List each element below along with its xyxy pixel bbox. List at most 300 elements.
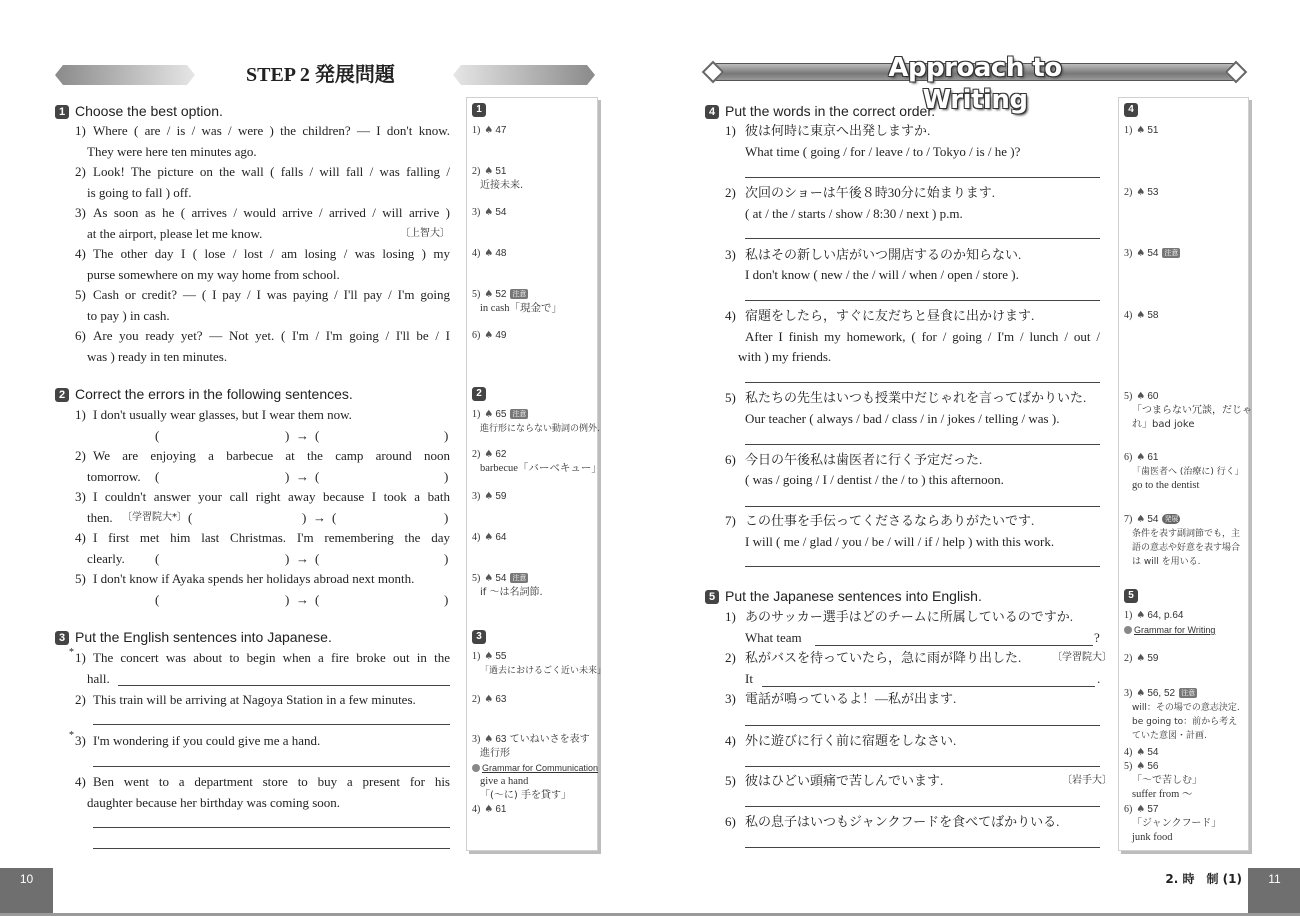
hint-item (472, 490, 506, 504)
question-text: I couldn't answer your call right away because I took a bath (93, 489, 450, 504)
open-paren: ( (315, 551, 320, 566)
spade-icon: ♠ (484, 651, 494, 662)
hint-item (472, 247, 506, 261)
hint-item (1124, 609, 1215, 637)
question-text: I first met him last Christmas. I'm remembering the day (93, 530, 450, 545)
question-text: purse somewhere on my way home from school. (87, 267, 340, 282)
question-text: Where ( are / is / was / were ) the children? — I don't know. (93, 123, 450, 138)
hint-item (472, 165, 523, 193)
hint-item (1124, 390, 1252, 432)
hint-ref: 51 (1147, 125, 1159, 136)
question-text: The other day I ( lose / lost / am losing / was losing ) my (93, 246, 450, 261)
hint-ref: 51 (495, 166, 507, 177)
hint-item (1124, 652, 1158, 666)
arrow-icon: → (296, 428, 309, 443)
close-paren: ) (444, 428, 449, 443)
question-text: Look! The picture on the wall ( falls / will fall / was falling / (93, 164, 450, 179)
hint-label: 5) (1124, 761, 1133, 772)
hint-ref: 54 (1147, 747, 1159, 758)
hint-note: 進行形にならない動詞の例外. (480, 424, 600, 434)
spade-icon: ♠ (1136, 452, 1146, 463)
answer-line[interactable] (745, 506, 1100, 507)
answer-line[interactable] (745, 766, 1100, 767)
open-paren: ( (332, 510, 337, 525)
spade-icon: ♠ (1136, 391, 1146, 402)
item-number: 3) (75, 489, 86, 504)
answer-line[interactable] (745, 725, 1100, 726)
answer-line[interactable] (745, 177, 1100, 178)
hint-label: 5) (1124, 391, 1133, 402)
item-number: 1) (75, 407, 86, 422)
question-text: 電話が鳴っているよ！—私が出ます. (745, 691, 957, 706)
header-decoration-bar-left (55, 65, 195, 85)
hint-note: 「過去におけるごく近い未来」 (480, 666, 607, 676)
answer-line[interactable] (745, 806, 1100, 807)
question-text: was ) ready in ten minutes. (87, 349, 228, 364)
question-text: at the airport, please let me know. (87, 226, 263, 241)
item-number: 2) (725, 185, 736, 200)
hint-label: 1) (1124, 610, 1133, 621)
item-number: 4) (75, 246, 86, 261)
hint-ref: 54 (1147, 514, 1159, 525)
caution-badge: 注意 (512, 290, 527, 298)
hint-note: be going to：前から考え (1132, 717, 1238, 727)
hint-label: 4) (472, 532, 481, 543)
item-number: 6) (75, 328, 86, 343)
page-number-text: 11 (1268, 872, 1281, 886)
spade-icon: ♠ (1136, 747, 1146, 758)
grammar-reference-text: Grammar for Communication (482, 763, 599, 773)
hint-label: 6) (1124, 804, 1133, 815)
question-text: What time ( going / for / leave / to / Tokyo / is / he )? (745, 144, 1021, 159)
hint-label: 7) (1124, 514, 1133, 525)
item-number: 4) (725, 733, 736, 748)
item-number: 1) (725, 609, 736, 624)
spade-icon: ♠ (484, 330, 494, 341)
hint-label: 6) (1124, 452, 1133, 463)
question-text: hall. (87, 671, 110, 686)
spade-icon: ♠ (1136, 248, 1146, 259)
hint-note: 「つまらない冗談，だじゃ (1132, 405, 1252, 416)
section-title: Put the English sentences into Japanese. (75, 629, 332, 645)
section-number-badge: 2 (55, 388, 69, 402)
hint-note: ていねいさを表す (509, 734, 590, 745)
open-paren: ( (155, 469, 160, 484)
hint-ref: 56, 52 (1147, 688, 1176, 699)
answer-line[interactable] (93, 766, 450, 767)
hint-label: 4) (472, 804, 481, 815)
spade-icon: ♠ (1136, 187, 1146, 198)
hint-item (472, 288, 562, 316)
hint-label: 4) (1124, 747, 1133, 758)
spade-icon: ♠ (1136, 610, 1146, 621)
hint-item (472, 693, 506, 707)
close-paren: ) (285, 592, 290, 607)
hint-ref: 57 (1147, 804, 1159, 815)
hint-ref: 58 (1147, 310, 1159, 321)
question-text: 次回のショーは午後８時30分に始まります. (745, 185, 995, 200)
page-number-text: 10 (19, 872, 34, 886)
hint-ref: 61 (495, 804, 507, 815)
question-text: I will ( me / glad / you / be / will / if / help ) with this work. (745, 534, 1055, 549)
spade-icon: ♠ (484, 248, 494, 259)
arrow-icon: → (296, 551, 309, 566)
hint-note: suffer from ～ (1132, 789, 1193, 800)
question-text: ( was / going / I / dentist / the / to ) this afternoon. (745, 472, 1004, 487)
spade-icon: ♠ (484, 804, 494, 815)
question-text: We are enjoying a barbecue at the camp around noon (93, 448, 450, 463)
hint-note: 条件を表す副詞節でも，主 (1132, 529, 1241, 539)
question-text: ( at / the / starts / show / 8:30 / next ) p.m. (745, 206, 963, 221)
hint-ref: 53 (1147, 187, 1159, 198)
caution-badge: 注意 (1164, 249, 1179, 257)
question-text: Are you ready yet? — Not yet. ( I'm / I'm going / I'll be / I (93, 328, 450, 343)
hint-label: 3) (1124, 688, 1133, 699)
hint-item (472, 408, 600, 436)
hint-item (472, 329, 506, 343)
hint-ref: 52 (495, 289, 507, 300)
item-number: 1) (75, 650, 86, 665)
question-text: As soon as he ( arrives / would arrive / arrived / will arrive ) (93, 205, 450, 220)
hint-ref: 64, p.64 (1147, 610, 1184, 621)
hint-item (1124, 513, 1240, 569)
hint-note: will：その場での意志決定. (1132, 703, 1240, 713)
item-number: 5) (725, 390, 736, 405)
hint-label: 3) (472, 207, 481, 218)
hint-item (1124, 451, 1244, 493)
question-text: Ben went to a department store to buy a present for his (93, 774, 450, 789)
question-text: They were here ten minutes ago. (87, 144, 257, 159)
hint-label: 1) (1124, 125, 1133, 136)
caution-badge: 注意 (512, 574, 527, 582)
hint-label: 2) (1124, 653, 1133, 664)
question-text: 私はその新しい店がいつ開店するのか知らない. (745, 247, 1022, 262)
section-banner-title: Approach to Writing (888, 53, 1062, 115)
question-text: 彼はひどい頭痛で苦しんでいます. (745, 773, 944, 788)
answer-line[interactable] (815, 645, 1093, 646)
question-text: 宿題をしたら，すぐに友だちと昼食に出かけます. (745, 308, 1035, 323)
page-number-right (1248, 868, 1300, 916)
section-title: Put the Japanese sentences into English. (725, 588, 982, 604)
item-number: 1) (75, 123, 86, 138)
question-text: After I finish my homework, ( for / going / I'm / lunch / out / (745, 329, 1100, 344)
hint-label: 2) (472, 694, 481, 705)
spade-icon: ♠ (484, 491, 494, 502)
item-number: 3) (725, 247, 736, 262)
section-number-badge: 4 (705, 105, 719, 119)
item-number: 2) (75, 164, 86, 179)
hint-ref: 59 (1147, 653, 1159, 664)
hint-label: 5) (472, 289, 481, 300)
item-number: 2) (75, 448, 86, 463)
hint-label: 3) (472, 734, 481, 745)
hint-ref: 54 (1147, 248, 1159, 259)
hint-item (1124, 309, 1158, 323)
question-text: clearly. (87, 551, 125, 566)
open-paren: ( (188, 510, 193, 525)
hint-ref: 63 (495, 694, 507, 705)
spade-icon: ♠ (1136, 761, 1146, 772)
section-title: Correct the errors in the following sentences. (75, 386, 353, 402)
hint-label: 3) (1124, 248, 1133, 259)
hint-note: 「ジャンクフード」 (1132, 818, 1222, 829)
advanced-badge: 発展 (1164, 515, 1179, 523)
hint-ref: 65 (495, 409, 507, 420)
question-text: 彼は何時に東京へ出発しますか. (745, 123, 931, 138)
question-text: I'm wondering if you could give me a hand. (93, 733, 321, 748)
hint-ref: 60 (1147, 391, 1159, 402)
close-paren: ) (285, 469, 290, 484)
question-text: 外に遊びに行く前に宿題をしなさい. (745, 733, 957, 748)
hint-note: go to the dentist (1132, 480, 1200, 491)
question-text: 今日の午後私は歯医者に行く予定だった. (745, 452, 983, 467)
item-number: 6) (725, 452, 736, 467)
answer-end-mark: ? (1094, 630, 1100, 645)
bullet-icon (472, 764, 480, 772)
arrow-icon: → (313, 510, 326, 525)
hint-label: 4) (472, 248, 481, 259)
spade-icon: ♠ (1136, 125, 1146, 136)
answer-prefix: What team (745, 630, 802, 645)
item-number: 3) (75, 205, 86, 220)
hint-label: 1) (472, 125, 481, 136)
hint-ref: 63 (495, 734, 507, 745)
answer-line[interactable] (93, 848, 450, 849)
arrow-icon: → (296, 469, 309, 484)
close-paren: ) (285, 428, 290, 443)
question-text: daughter because her birthday was coming soon. (87, 795, 341, 810)
hint-ref: 59 (495, 491, 507, 502)
hint-ref: 49 (495, 330, 507, 341)
hint-note: れ」bad joke (1132, 419, 1195, 430)
section-title: Choose the best option. (75, 103, 223, 119)
open-paren: ( (315, 469, 320, 484)
source-label: 〔上智大〕 (400, 228, 450, 239)
hint-item (472, 124, 506, 138)
hint-item (472, 448, 602, 476)
answer-line[interactable] (93, 827, 450, 828)
hint-item (1124, 760, 1202, 802)
hint-section-badge: 5 (1124, 589, 1138, 603)
item-number: 4) (75, 530, 86, 545)
header-decoration-bar-right (453, 65, 595, 85)
spade-icon: ♠ (484, 166, 494, 177)
hint-item (472, 206, 506, 220)
hint-item (1124, 186, 1158, 200)
hint-label: 6) (472, 330, 481, 341)
answer-line[interactable] (118, 685, 450, 686)
question-text: is going to fall ) off. (87, 185, 192, 200)
item-number: 5) (75, 571, 86, 586)
item-number: 7) (725, 513, 736, 528)
answer-prefix: It (745, 671, 753, 686)
question-text: あのサッカー選手はどのチームに所属しているのですか. (745, 609, 1073, 624)
hint-label: 3) (472, 491, 481, 502)
hint-ref: 55 (495, 651, 507, 662)
item-number: 5) (725, 773, 736, 788)
question-text: 私がバスを待っていたら，急に雨が降り出した. (745, 650, 1022, 665)
item-number: 4) (75, 774, 86, 789)
source-label: 〔岩手大〕 (1062, 775, 1112, 786)
asterisk-mark: * (69, 647, 74, 658)
hint-note: ていた意図・計画. (1132, 731, 1207, 741)
hint-item (1124, 247, 1180, 261)
hint-ref: 48 (495, 248, 507, 259)
spade-icon: ♠ (484, 694, 494, 705)
spade-icon: ♠ (1136, 653, 1146, 664)
close-paren: ) (444, 551, 449, 566)
question-text: 私たちの先生はいつも授業中だじゃれを言ってばかりいた. (745, 390, 1087, 405)
spade-icon: ♠ (484, 449, 494, 460)
hint-ref: 54 (495, 207, 507, 218)
open-paren: ( (155, 551, 160, 566)
grammar-reference-link[interactable] (472, 761, 598, 775)
item-number: 6) (725, 814, 736, 829)
item-number: 1) (725, 123, 736, 138)
item-number: 4) (725, 308, 736, 323)
hint-ref: 62 (495, 449, 507, 460)
question-text: 私の息子はいつもジャンクフードを食べてばかりいる. (745, 814, 1060, 829)
hint-ref: 61 (1147, 452, 1159, 463)
hint-item (1124, 124, 1158, 138)
question-text: The concert was about to begin when a fire broke out in the (93, 650, 450, 665)
spade-icon: ♠ (484, 207, 494, 218)
hint-note: は will を用いる. (1132, 557, 1201, 567)
close-paren: ) (444, 469, 449, 484)
grammar-reference-link[interactable] (1124, 623, 1215, 637)
question-text: Cash or credit? — ( I pay / I was paying / I'll pay / I'm going (93, 287, 450, 302)
chapter-label: 2. 時 制 (1) (1165, 872, 1242, 886)
page-number-left (0, 868, 53, 916)
caution-badge: 注意 (512, 410, 527, 418)
hint-item (472, 531, 506, 545)
section-4-heading (705, 102, 935, 120)
answer-line[interactable] (745, 300, 1100, 301)
hint-ref: 64 (495, 532, 507, 543)
item-number: 5) (75, 287, 86, 302)
question-text: I don't know ( new / the / will / when / open / store ). (745, 267, 1019, 282)
question-text: I don't know if Ayaka spends her holidays abroad next month. (93, 571, 415, 586)
section-5-heading (705, 587, 982, 605)
close-paren: ) (444, 510, 449, 525)
question-text: then. (87, 510, 113, 525)
section-1-heading (55, 102, 223, 120)
open-paren: ( (155, 592, 160, 607)
hint-note: barbecue「バーベキュー」 (480, 463, 602, 474)
hint-note: 「～で苦しむ」 (1132, 775, 1202, 786)
hint-label: 2) (1124, 187, 1133, 198)
item-number: 2) (725, 650, 736, 665)
answer-line[interactable] (745, 566, 1100, 567)
section-title: Put the words in the correct order. (725, 103, 936, 119)
hint-note: give a hand (480, 776, 529, 787)
hint-note: 進行形 (480, 748, 510, 759)
hint-label: 5) (472, 573, 481, 584)
hint-note: 「歯医者へ (治療に) 行く」 (1132, 467, 1244, 477)
hint-label: 2) (472, 166, 481, 177)
hint-note: 「(～に) 手を貸す」 (480, 790, 571, 801)
question-text: This train will be arriving at Nagoya Station in a few minutes. (93, 692, 416, 707)
hint-item (472, 733, 598, 803)
hint-label: 1) (472, 409, 481, 420)
answer-line[interactable] (745, 847, 1100, 848)
item-number: 3) (75, 733, 86, 748)
hint-note: in cash「現金で」 (480, 303, 562, 314)
arrow-icon: → (296, 592, 309, 607)
asterisk-mark: * (69, 730, 74, 741)
spade-icon: ♠ (484, 734, 494, 745)
section-2-heading (55, 385, 353, 403)
hint-item (472, 650, 606, 678)
hint-ref: 56 (1147, 761, 1159, 772)
grammar-reference-text: Grammar for Writing (1134, 625, 1216, 635)
answer-line[interactable] (745, 382, 1100, 383)
hint-item (1124, 803, 1221, 845)
hint-label: 4) (1124, 310, 1133, 321)
item-number: 2) (75, 692, 86, 707)
spade-icon: ♠ (1136, 310, 1146, 321)
spade-icon: ♠ (484, 532, 494, 543)
hint-section-badge: 2 (472, 387, 486, 401)
hint-label: 2) (472, 449, 481, 460)
section-number-badge: 1 (55, 105, 69, 119)
hint-item (1124, 687, 1240, 743)
page-title: STEP 2 発展問題 (246, 64, 395, 86)
open-paren: ( (315, 428, 320, 443)
answer-line[interactable] (93, 724, 450, 725)
question-text: with ) my friends. (738, 349, 832, 364)
open-paren: ( (155, 428, 160, 443)
question-text: to pay ) in cash. (87, 308, 170, 323)
section-number-badge: 3 (55, 631, 69, 645)
close-paren: ) (444, 592, 449, 607)
open-paren: ( (315, 592, 320, 607)
question-text: I don't usually wear glasses, but I wear them now. (93, 407, 352, 422)
answer-line[interactable] (745, 238, 1100, 239)
item-number: 3) (725, 691, 736, 706)
spade-icon: ♠ (1136, 688, 1146, 699)
section-3-heading (55, 628, 332, 646)
hint-ref: 54 (495, 573, 507, 584)
spade-icon: ♠ (484, 289, 494, 300)
section-number-badge: 5 (705, 590, 719, 604)
spade-icon: ♠ (1136, 804, 1146, 815)
hint-ref: 47 (495, 125, 507, 136)
hint-item (472, 803, 506, 817)
hint-item (1124, 746, 1158, 760)
hint-section-badge: 3 (472, 630, 486, 644)
hint-item (472, 572, 543, 600)
answer-line[interactable] (762, 686, 1095, 687)
question-text: tomorrow. (87, 469, 141, 484)
spade-icon: ♠ (484, 573, 494, 584)
bullet-icon (1124, 626, 1132, 634)
caution-badge: 注意 (1181, 689, 1196, 697)
hint-note: 語の意志や好意を表す場合 (1132, 543, 1241, 553)
hint-note: junk food (1132, 832, 1173, 843)
question-text: この仕事を手伝ってくださるならありがたいです. (745, 513, 1035, 528)
answer-end-mark: . (1097, 671, 1101, 686)
hint-section-badge: 4 (1124, 103, 1138, 117)
close-paren: ) (285, 551, 290, 566)
answer-line[interactable] (745, 444, 1100, 445)
hint-note: 近接未来. (480, 180, 524, 191)
spade-icon: ♠ (1136, 514, 1146, 525)
spade-icon: ♠ (484, 125, 494, 136)
spade-icon: ♠ (484, 409, 494, 420)
source-label: 〔学習院大*〕 (122, 512, 187, 523)
hint-label: 1) (472, 651, 481, 662)
